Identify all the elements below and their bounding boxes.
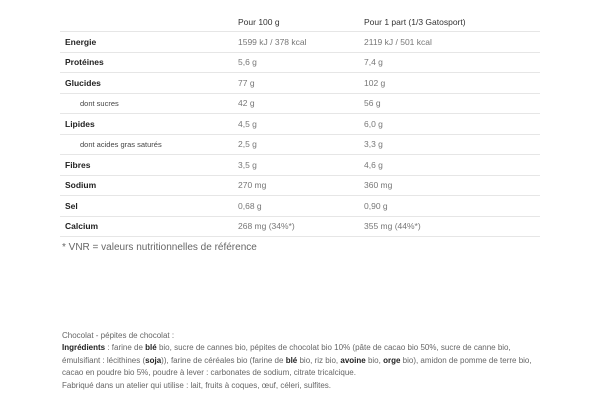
nutrient-name: Lipides [60,114,238,135]
nutrition-table-body [60,32,540,237]
header-per-part: Pour 1 part (1/3 Gatosport) [364,16,466,27]
header-per-100g: Pour 100 g [238,16,280,27]
nutrient-name: dont acides gras saturés [60,134,238,155]
ingredients-section [62,330,542,392]
value-per-part: 6,0 g [364,114,540,135]
value-per-100g: 1599 kJ / 378 kcal [238,32,364,53]
nutrition-table [60,12,540,237]
nutrient-name: Sel [60,196,238,217]
allergen-highlight: avoine [340,355,366,365]
table-row [60,114,540,135]
value-per-part: 7,4 g [364,52,540,73]
product-line: Chocolat - pépites de chocolat : [62,331,175,340]
table-row [60,216,540,237]
value-per-100g: 0,68 g [238,196,364,217]
ingredients-label: Ingrédients [62,343,106,353]
ingredient-text-segment: bio), amidon de pomme de terre bio, cacao en poudre bio 5%, poudre à lever : carbonates de sodium, citrate tricalcique. [62,355,532,378]
value-per-part: 2119 kJ / 501 kcal [364,32,540,53]
allergen-highlight: orge [383,355,401,365]
value-per-part: 355 mg (44%*) [364,216,540,237]
table-header-row [60,12,540,32]
value-per-part: 56 g [364,93,540,114]
table-row [60,52,540,73]
allergen-highlight: soja [145,355,162,365]
value-per-100g: 77 g [238,73,364,94]
ingredient-text-segment: )), farine de céréales bio (farine de [161,355,286,365]
allergen-line: Fabriqué dans un atelier qui utilise : lait, fruits à coques, œuf, céleri, sulfites. [62,380,332,390]
nutrient-name: Calcium [60,216,238,237]
value-per-100g: 268 mg (34%*) [238,216,364,237]
nutrient-name: Protéines [60,52,238,73]
vnr-note: * VNR = valeurs nutritionnelles de référence [62,242,257,253]
value-per-part: 360 mg [364,175,540,196]
allergen-highlight: blé [285,355,298,365]
value-per-100g: 4,5 g [238,114,364,135]
value-per-100g: 42 g [238,93,364,114]
nutrient-name: Energie [60,32,238,53]
nutrient-name: Sodium [60,175,238,196]
ingredient-text-segment: : farine de [105,343,146,353]
ingredient-text-segment: bio, sucre de cannes bio, pépites de chocolat bio 10% (pâte de cacao bio 50%, sucre de canne bio, émulsifiant : lécithines ( [62,343,511,365]
header-nutrient [60,12,238,32]
table-row [60,93,540,114]
table-row [60,32,540,53]
nutrition-table-container [60,12,540,237]
table-row [60,134,540,155]
nutrient-name: Fibres [60,155,238,176]
ingredients-list [62,343,532,377]
table-row [60,175,540,196]
allergen-highlight: blé [145,343,157,353]
value-per-100g: 2,5 g [238,134,364,155]
value-per-part: 3,3 g [364,134,540,155]
value-per-100g: 5,6 g [238,52,364,73]
table-row [60,155,540,176]
ingredient-text-segment: bio, [365,355,384,365]
ingredient-text-segment: bio, riz bio, [297,355,341,365]
value-per-part: 102 g [364,73,540,94]
nutrient-name: Glucides [60,73,238,94]
table-row [60,196,540,217]
value-per-part: 0,90 g [364,196,540,217]
value-per-100g: 270 mg [238,175,364,196]
table-row [60,73,540,94]
value-per-part: 4,6 g [364,155,540,176]
ingredients-text [62,342,542,379]
nutrient-name: dont sucres [60,93,238,114]
value-per-100g: 3,5 g [238,155,364,176]
